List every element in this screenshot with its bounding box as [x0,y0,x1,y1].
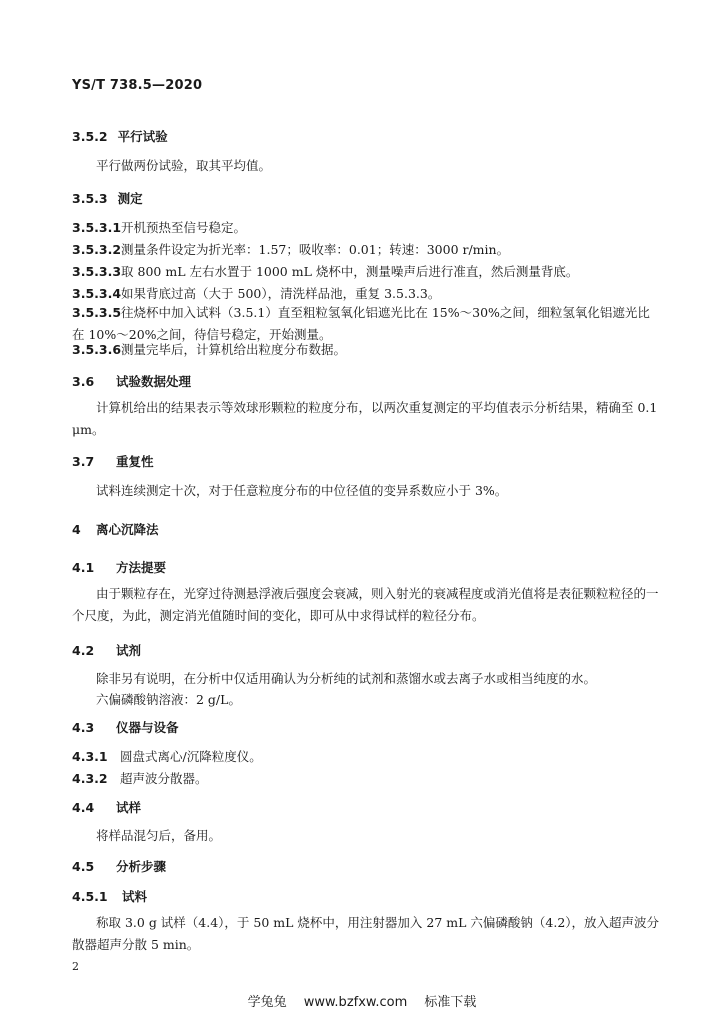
heading-3-6: 3.6 试验数据处理 [72,374,192,389]
paragraph-method-summary: 由于颗粒存在，光穿过待测悬浮液后强度会衰减，则入射光的衰减程度或消光值将是表征颗粒粒径的一个尺度，为此，测定消光值随时间的变化，即可从中求得试样的粒径分布。 [72,586,659,623]
heading-4-3: 4.3 仪器与设备 [72,720,179,735]
clause-3-5-3-4: 3.5.3.4如果背底过高（大于 500），清洗样品池，重复 3.5.3.3。 [72,286,441,301]
paragraph-test-portion: 称取 3.0 g 试样（4.4），于 50 mL 烧杯中，用注射器加入 27 mL 六偏磷酸钠（4.2），放入超声波分散器超声分散 5 min。 [72,915,660,952]
clause-3-5-3-2: 3.5.3.2测量条件设定为折光率：1.57；吸收率：0.01；转速：3000 r/min。 [72,242,510,257]
heading-4-5-1: 4.5.1 试料 [72,889,148,904]
heading-4: 4 离心沉降法 [72,522,159,537]
clause-3-5-3-1: 3.5.3.1开机预热至信号稳定。 [72,220,247,235]
site-footer-watermark: 学兔兔 www.bzfxw.com 标准下载 [247,995,477,1010]
heading-4-5: 4.5 分析步骤 [72,859,167,874]
paragraph-sample: 将样品混匀后，备用。 [96,828,222,843]
clause-4-3-2: 4.3.2 超声波分散器。 [72,771,208,786]
heading-4-1: 4.1 方法提要 [72,560,167,575]
paragraph-reagent-solution: 六偏磷酸钠溶液：2 g/L。 [96,692,241,707]
heading-3-5-3: 3.5.3 测定 [72,191,143,206]
paragraph-data-processing: 计算机给出的结果表示等效球形颗粒的粒度分布，以两次重复测定的平均值表示分析结果，精确至 0.1 μm。 [72,400,658,437]
clause-4-3-1: 4.3.1 圆盘式离心/沉降粒度仪。 [72,749,262,764]
heading-4-4: 4.4 试样 [72,800,142,815]
clause-3-5-3-3: 3.5.3.3取 800 mL 左右水置于 1000 mL 烧杯中，测量噪声后进行准直，然后测量背底。 [72,264,579,279]
paragraph-reagents-note: 除非另有说明，在分析中仅适用确认为分析纯的试剂和蒸馏水或去离子水或相当纯度的水。 [96,671,597,686]
clause-3-5-3-6: 3.5.3.6测量完毕后，计算机给出粒度分布数据。 [72,342,347,357]
paragraph-parallel-test: 平行做两份试验，取其平均值。 [96,158,272,173]
standard-number-header: YS/T 738.5—2020 [72,78,203,93]
heading-3-5-2: 3.5.2 平行试验 [72,129,168,144]
heading-3-7: 3.7 重复性 [72,454,154,469]
page-number: 2 [72,960,79,973]
paragraph-repeatability: 试料连续测定十次，对于任意粒度分布的中位径值的变异系数应小于 3%。 [96,483,508,498]
clause-3-5-3-5: 3.5.3.5往烧杯中加入试料（3.5.1）直至粗粒氢氧化铝遮光比在 15%～30%之间，细粒氢氧化铝遮光比在 10%～20%之间，待信号稳定，开始测量。 [72,305,650,342]
heading-4-2: 4.2 试剂 [72,643,142,658]
